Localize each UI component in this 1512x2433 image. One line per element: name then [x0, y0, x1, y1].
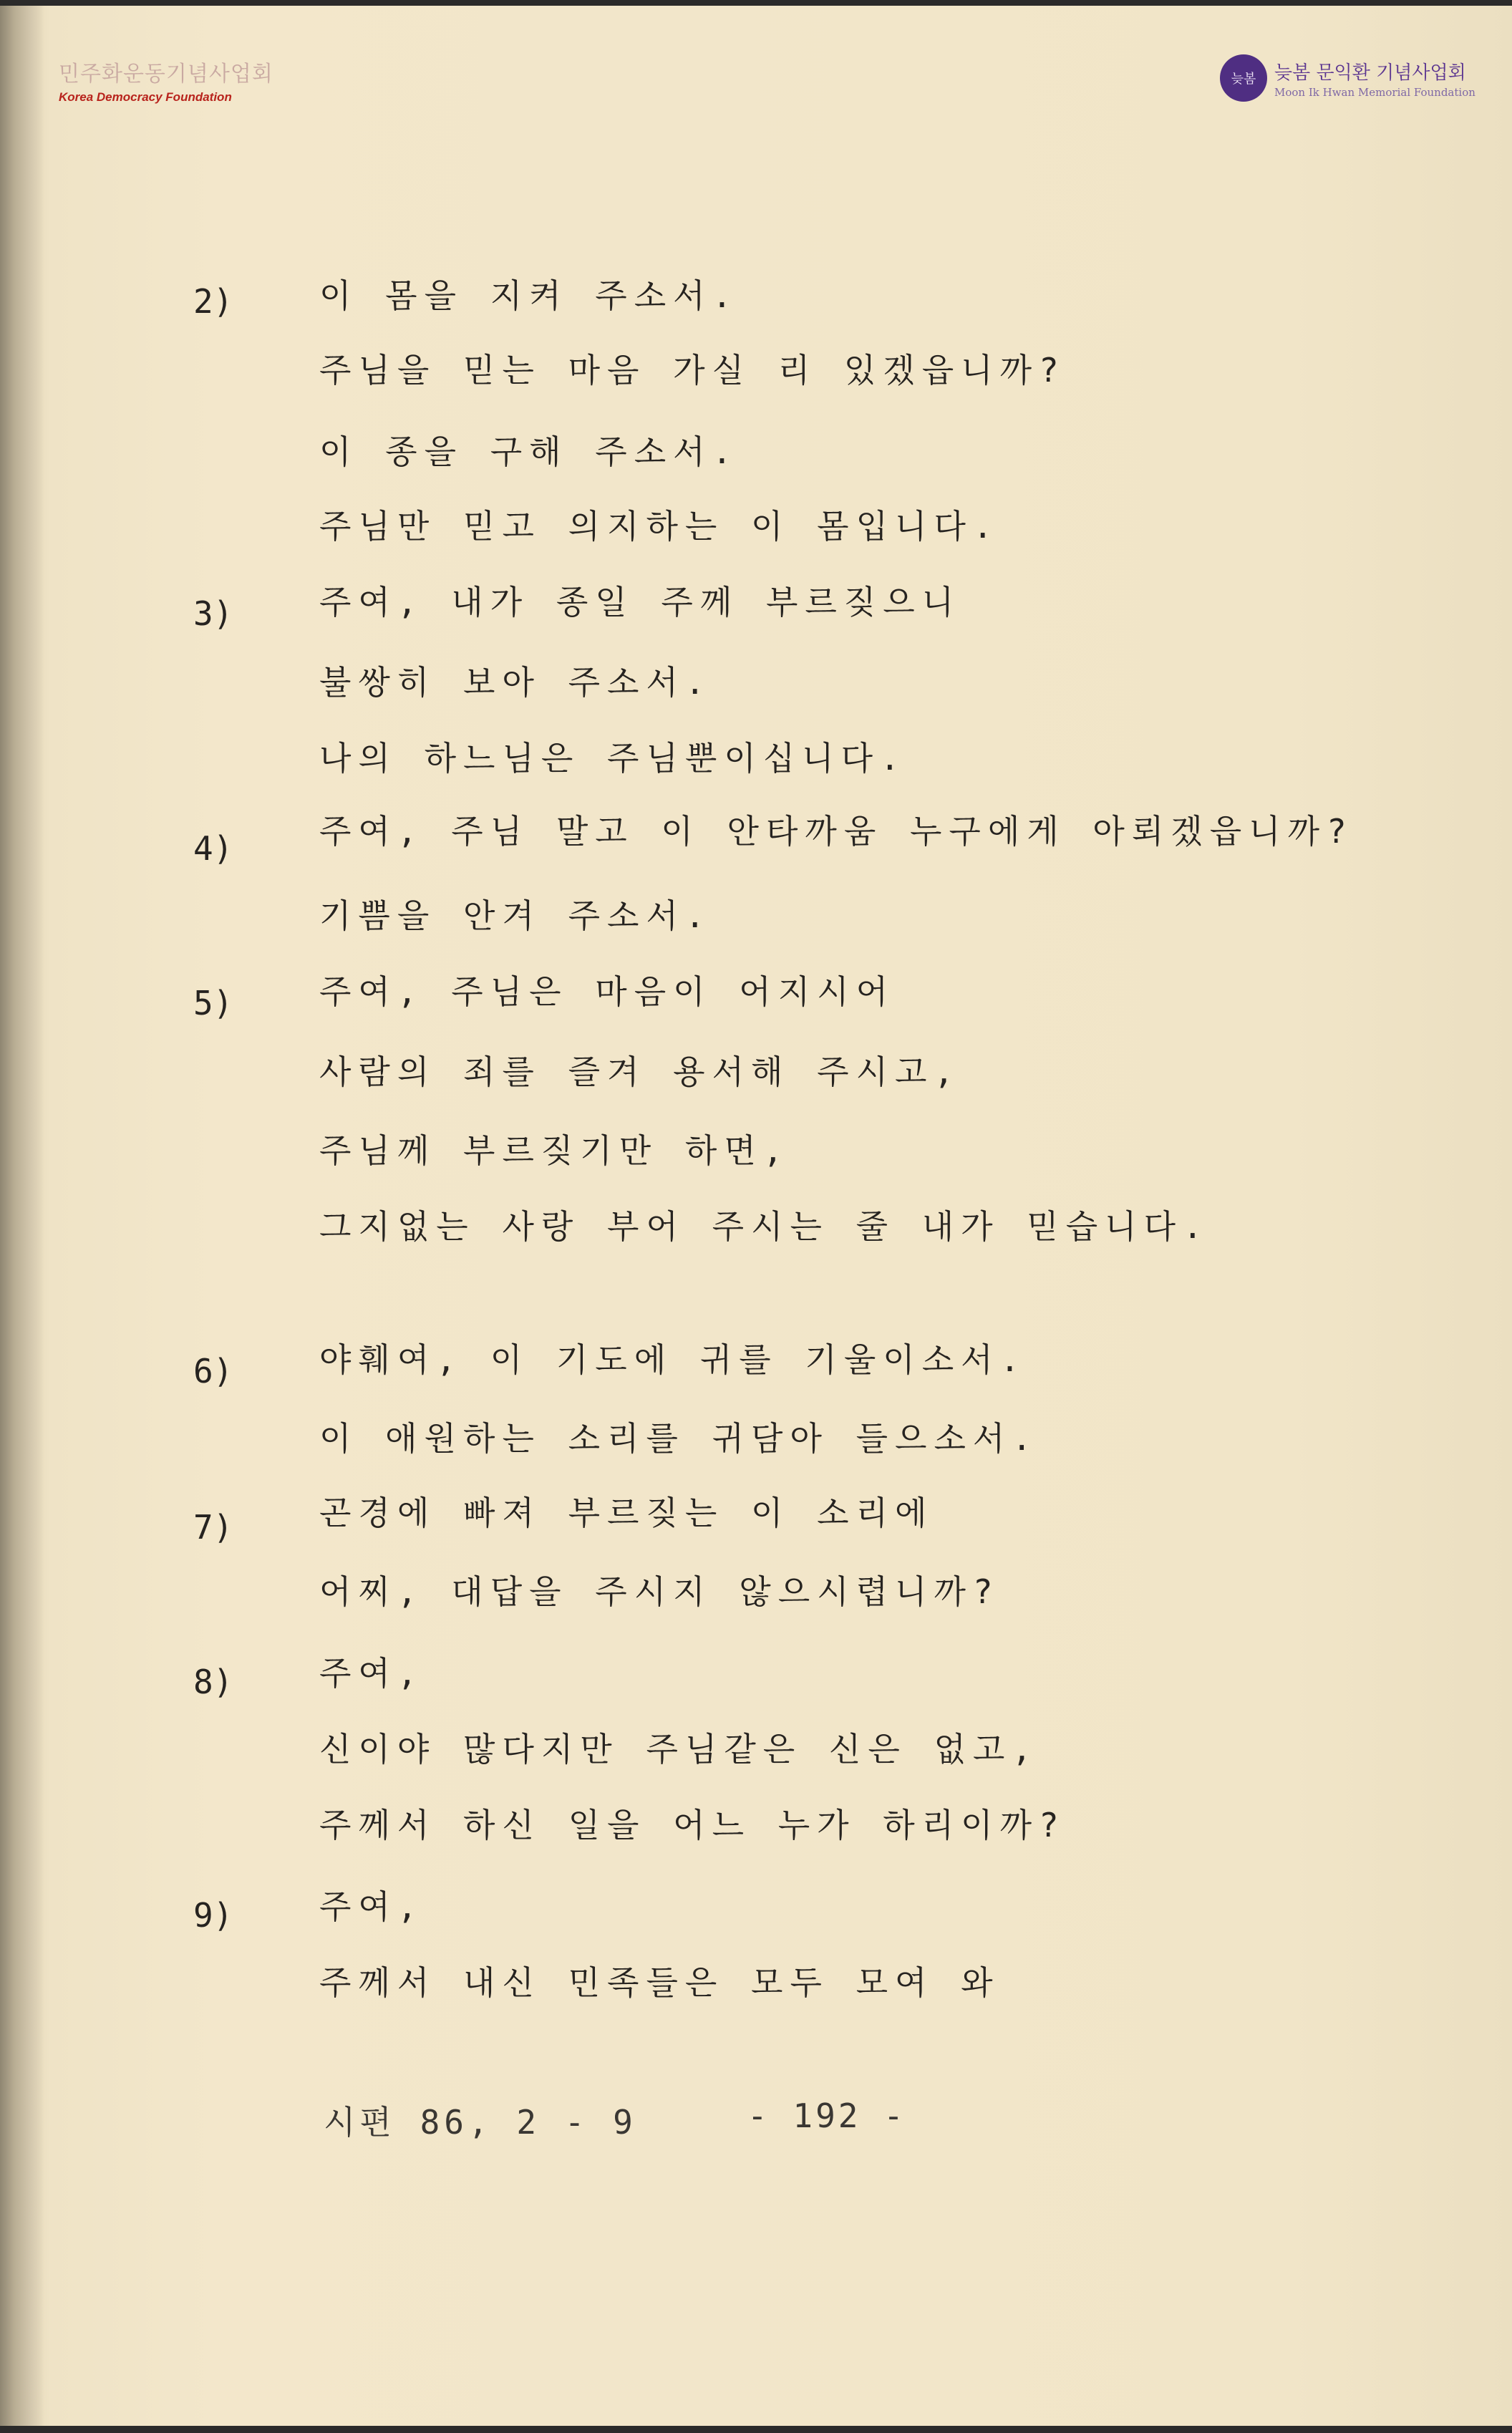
- verse-number: 3): [193, 594, 233, 633]
- verse-line: 주님께 부르짖기만 하면,: [319, 1131, 790, 1170]
- verse-line: 주님을 믿는 마음 가실 리 있겠읍니까?: [319, 351, 1066, 390]
- korea-democracy-foundation-logo: [59, 56, 273, 105]
- verse-line: 주여, 내가 종일 주께 부르짖으니: [319, 583, 961, 621]
- verse-number: 5): [193, 984, 233, 1022]
- right-logo-korean: 늦봄 문익환 기념사업회: [1274, 62, 1466, 84]
- left-logo-korean: 민주화운동기념사업회: [59, 62, 273, 87]
- verse-line: 불쌍히 보아 주소서.: [319, 663, 712, 702]
- verse-number: 2): [193, 282, 233, 321]
- verse-line: 기쁨을 안겨 주소서.: [319, 896, 712, 935]
- page-number: - 192 -: [747, 2096, 906, 2135]
- verse-line: 어찌, 대답을 주시지 않으시렵니까?: [319, 1572, 1000, 1611]
- moon-ik-hwan-foundation-logo: [1220, 54, 1475, 102]
- left-logo-english: Korea Democracy Foundation: [59, 90, 232, 104]
- verse-number: 4): [193, 829, 233, 868]
- seal-icon: 늦봄: [1220, 54, 1267, 102]
- verse-line: 이 애원하는 소리를 귀담아 들으소서.: [319, 1419, 1040, 1458]
- verse-number: 8): [193, 1663, 233, 1701]
- verse-line: 그지없는 사랑 부어 주시는 줄 내가 믿습니다.: [319, 1207, 1210, 1246]
- verse-line: 곤경에 빠져 부르짖는 이 소리에: [319, 1494, 934, 1532]
- verse-line: 이 종을 구해 주소서.: [319, 432, 740, 471]
- verse-line: 주님만 믿고 의지하는 이 몸입니다.: [319, 507, 1000, 546]
- right-logo-english: Moon Ik Hwan Memorial Foundation: [1274, 85, 1475, 99]
- verse-number: 9): [193, 1896, 233, 1935]
- verse-line: 주여,: [319, 1654, 425, 1693]
- scripture-reference: 시편 86, 2 - 9: [324, 2103, 637, 2142]
- verse-line: 주께서 내신 민족들은 모두 모여 와: [319, 1963, 1000, 2002]
- verse-line: 주여, 주님 말고 이 안타까움 누구에게 아뢰겠읍니까?: [319, 812, 1354, 851]
- verse-line: 주여,: [319, 1887, 425, 1926]
- verse-line: 주여, 주님은 마음이 어지시어: [319, 972, 896, 1011]
- verse-line: 야훼여, 이 기도에 귀를 기울이소서.: [319, 1340, 1027, 1379]
- verse-line: 이 몸을 지켜 주소서.: [319, 276, 740, 315]
- verse-line: 주께서 하신 일을 어느 누가 하리이까?: [319, 1806, 1066, 1844]
- verse-line: 사람의 죄를 즐겨 용서해 주시고,: [319, 1053, 961, 1091]
- verse-number: 7): [193, 1508, 233, 1547]
- verse-line: 나의 하느님은 주님뿐이십니다.: [319, 739, 907, 778]
- book-spine-shadow: [0, 6, 44, 2426]
- verse-line: 신이야 많다지만 주님같은 신은 없고,: [319, 1730, 1040, 1769]
- verse-number: 6): [193, 1352, 233, 1390]
